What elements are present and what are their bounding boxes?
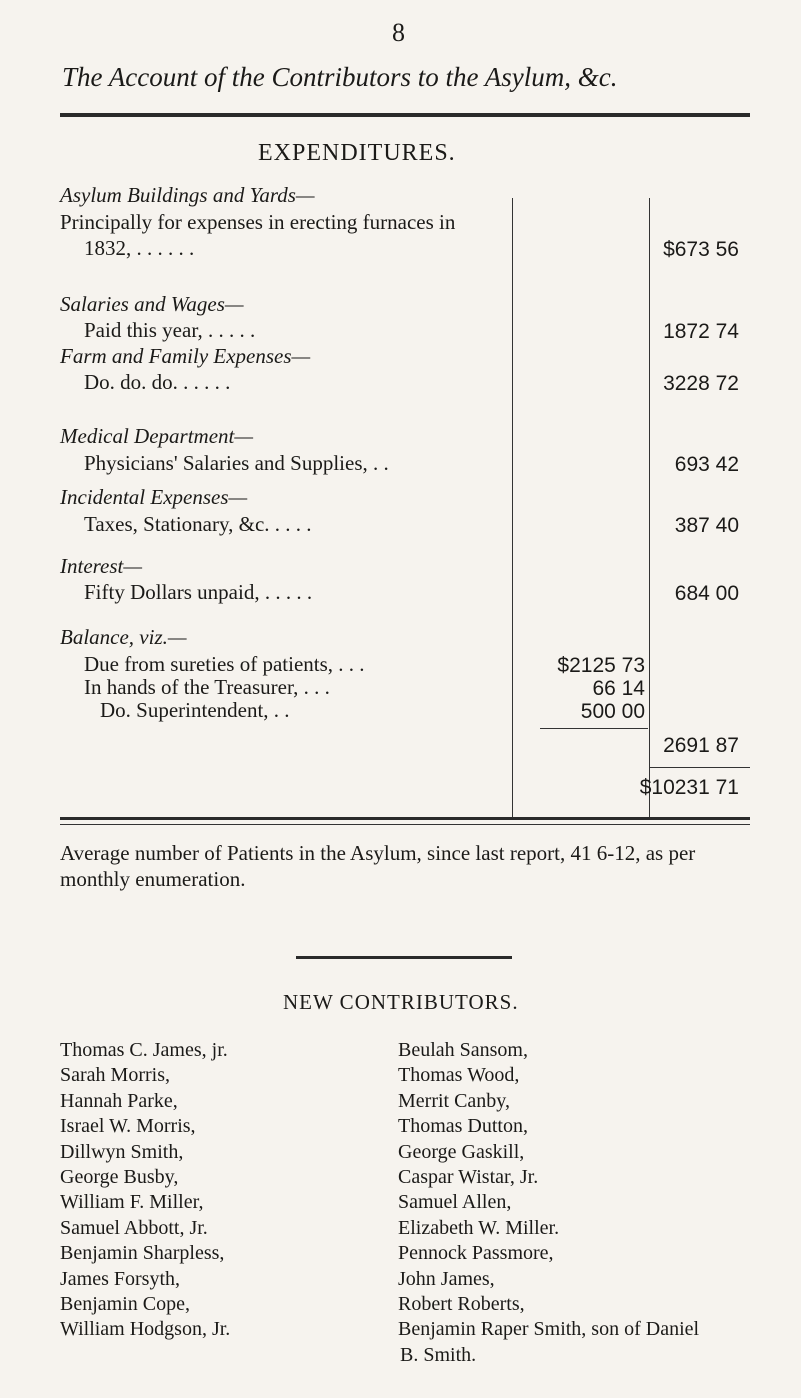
- contributors-heading: NEW CONTRIBUTORS.: [283, 990, 519, 1014]
- contributor-name: Pennock Passmore,: [398, 1242, 554, 1265]
- interest-heading: Interest—: [60, 554, 143, 578]
- interest-line: Fifty Dollars unpaid, . . . . .: [84, 580, 313, 604]
- contributor-name: Caspar Wistar, Jr.: [398, 1165, 539, 1188]
- contributor-name: Benjamin Raper Smith, son of Daniel: [398, 1318, 700, 1341]
- grand-total: $10231 71: [639, 776, 739, 799]
- contributor-name: Sarah Morris,: [60, 1064, 170, 1087]
- buildings-line-1: Principally for expenses in erecting furnaces in: [60, 210, 456, 234]
- header-title: The Account of the Contributors to the Asylum, &c.: [62, 62, 618, 92]
- contributors-rule: [296, 956, 512, 959]
- buildings-line-2: 1832, . . . . . .: [84, 236, 195, 260]
- contributor-name: William F. Miller,: [60, 1191, 204, 1214]
- incidental-line: Taxes, Stationary, &c. . . . .: [84, 512, 312, 536]
- contributor-name: Samuel Abbott, Jr.: [60, 1216, 208, 1239]
- contributor-name: Benjamin Cope,: [60, 1292, 190, 1315]
- column-divider-left: [512, 198, 513, 818]
- buildings-amount: $673 56: [663, 238, 739, 261]
- bottom-rule-heavy: [60, 817, 750, 820]
- contributor-name: Merrit Canby,: [398, 1089, 511, 1112]
- balance-item-label: In hands of the Treasurer, . . .: [84, 675, 330, 699]
- contributor-name: Hannah Parke,: [60, 1089, 178, 1112]
- contributor-name: Elizabeth W. Miller.: [398, 1216, 560, 1239]
- contributor-name: Samuel Allen,: [398, 1191, 512, 1214]
- contributor-name: George Gaskill,: [398, 1140, 525, 1163]
- farm-line: Do. do. do. . . . . .: [84, 370, 231, 394]
- bottom-rule-thin: [60, 824, 750, 825]
- balance-item-amount: 500 00: [580, 700, 645, 723]
- contributor-name: James Forsyth,: [60, 1267, 180, 1290]
- salaries-line: Paid this year, . . . . .: [84, 318, 256, 342]
- interest-amount: 684 00: [674, 582, 739, 605]
- salaries-heading: Salaries and Wages—: [60, 292, 244, 316]
- contributor-name: Beulah Sansom,: [398, 1039, 528, 1061]
- farm-amount: 3228 72: [663, 372, 739, 395]
- contributors-left-column: [60, 1038, 230, 1343]
- balance-total: 2691 87: [663, 734, 739, 757]
- contributor-name: Thomas Dutton,: [398, 1115, 528, 1138]
- contributor-name: Dillwyn Smith,: [60, 1140, 184, 1163]
- average-patients-note: Average number of Patients in the Asylum, since last report, 41 6-12, as per monthly enumeration.: [60, 841, 696, 891]
- contributor-name: John James,: [398, 1267, 495, 1290]
- contributor-name: Benjamin Sharpless,: [60, 1242, 225, 1265]
- contributor-name: William Hodgson, Jr.: [60, 1318, 231, 1341]
- contributor-name: B. Smith.: [400, 1343, 477, 1366]
- page-number: 8: [392, 18, 405, 47]
- balance-subtotal-rule: [540, 728, 648, 729]
- column-divider-right: [649, 198, 650, 818]
- medical-amount: 693 42: [674, 453, 739, 476]
- medical-heading: Medical Department—: [60, 424, 254, 448]
- buildings-heading: Asylum Buildings and Yards—: [60, 183, 315, 207]
- farm-heading: Farm and Family Expenses—: [60, 344, 311, 368]
- incidental-heading: Incidental Expenses—: [60, 485, 248, 509]
- expenditures-heading: EXPENDITURES.: [258, 140, 456, 166]
- contributor-name: Thomas C. James, jr.: [60, 1039, 228, 1061]
- total-rule: [650, 767, 750, 768]
- medical-line: Physicians' Salaries and Supplies, . .: [84, 451, 389, 475]
- top-rule: [60, 113, 750, 117]
- balance-item-amount: 66 14: [592, 677, 645, 700]
- balance-item-label: Do. Superintendent, . .: [100, 698, 290, 722]
- contributor-name: George Busby,: [60, 1165, 179, 1188]
- salaries-amount: 1872 74: [663, 320, 739, 343]
- contributor-name: Thomas Wood,: [398, 1064, 520, 1087]
- contributor-name: Israel W. Morris,: [60, 1115, 196, 1138]
- incidental-amount: 387 40: [674, 514, 739, 537]
- balance-item-label: Due from sureties of patients, . . .: [84, 652, 365, 676]
- contributors-right-column: [398, 1038, 699, 1368]
- balance-heading: Balance, viz.—: [60, 625, 187, 649]
- contributor-name: Robert Roberts,: [398, 1292, 525, 1315]
- balance-item-amount: $2125 73: [557, 654, 645, 677]
